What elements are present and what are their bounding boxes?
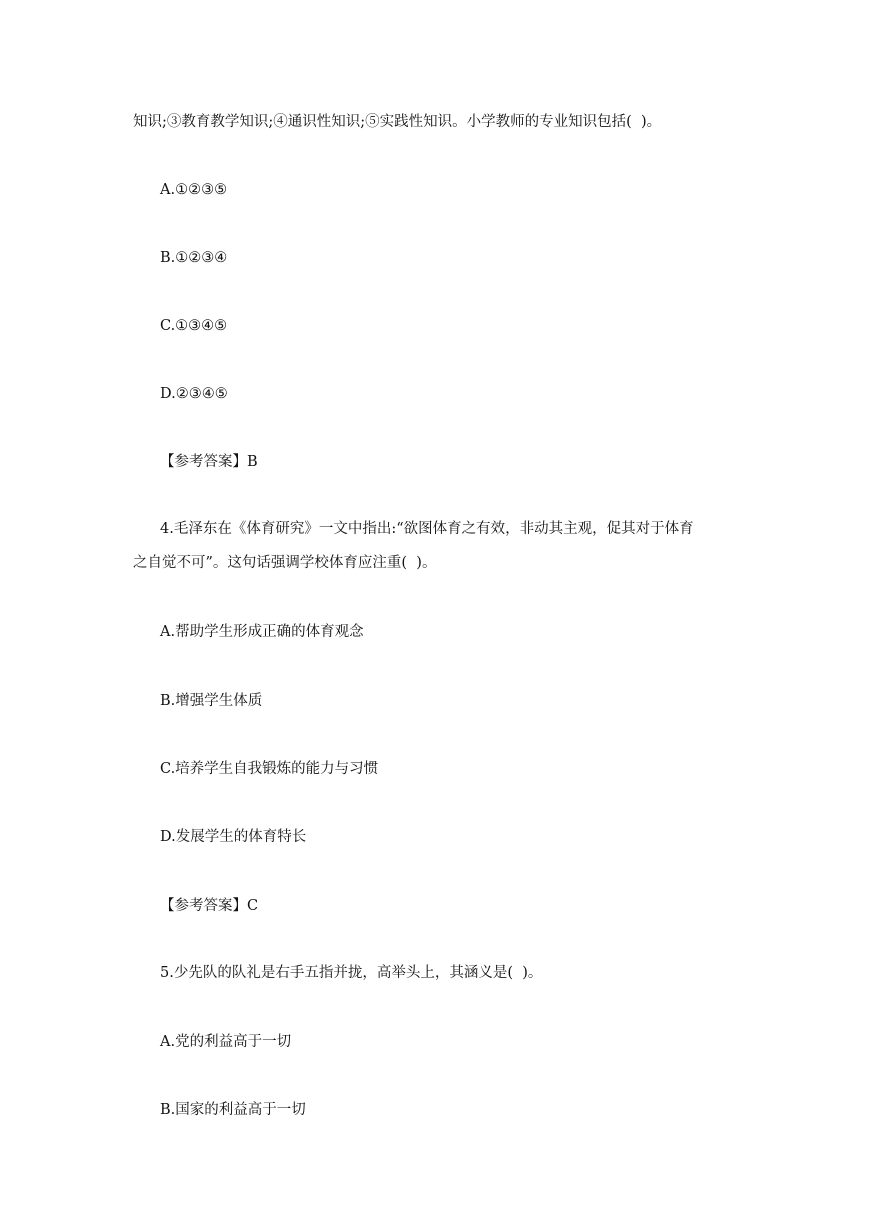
question-4-stem-line-1: 4.毛泽东在《体育研究》一文中指出:“欲图体育之有效，非动其主观，促其对于体育 xyxy=(160,521,694,537)
question-3-stem-tail: 知识;③教育教学知识;④通识性知识;⑤实践性知识。小学教师的专业知识包括( )。 xyxy=(133,114,662,130)
question-5-option-a: A.党的利益高于一切 xyxy=(160,1034,292,1050)
question-4-stem-line-2: 之自觉不可”。这句话强调学校体育应注重( )。 xyxy=(133,555,437,571)
question-4-option-b: B.增强学生体质 xyxy=(160,693,263,709)
question-4-option-c: C.培养学生自我锻炼的能力与习惯 xyxy=(160,761,379,777)
question-3-answer: 【参考答案】B xyxy=(160,454,258,470)
question-3-option-d: D.②③④⑤ xyxy=(160,386,228,402)
question-4-option-a: A.帮助学生形成正确的体育观念 xyxy=(160,624,364,640)
question-3-option-a: A.①②③⑤ xyxy=(160,182,228,198)
question-3-option-c: C.①③④⑤ xyxy=(160,318,228,334)
question-5-option-b: B.国家的利益高于一切 xyxy=(160,1102,306,1118)
question-4-answer: 【参考答案】C xyxy=(160,898,259,914)
question-3-option-b: B.①②③④ xyxy=(160,250,228,266)
question-5-stem: 5.少先队的队礼是右手五指并拢，高举头上，其涵义是( )。 xyxy=(160,965,543,981)
question-4-option-d: D.发展学生的体育特长 xyxy=(160,829,307,845)
